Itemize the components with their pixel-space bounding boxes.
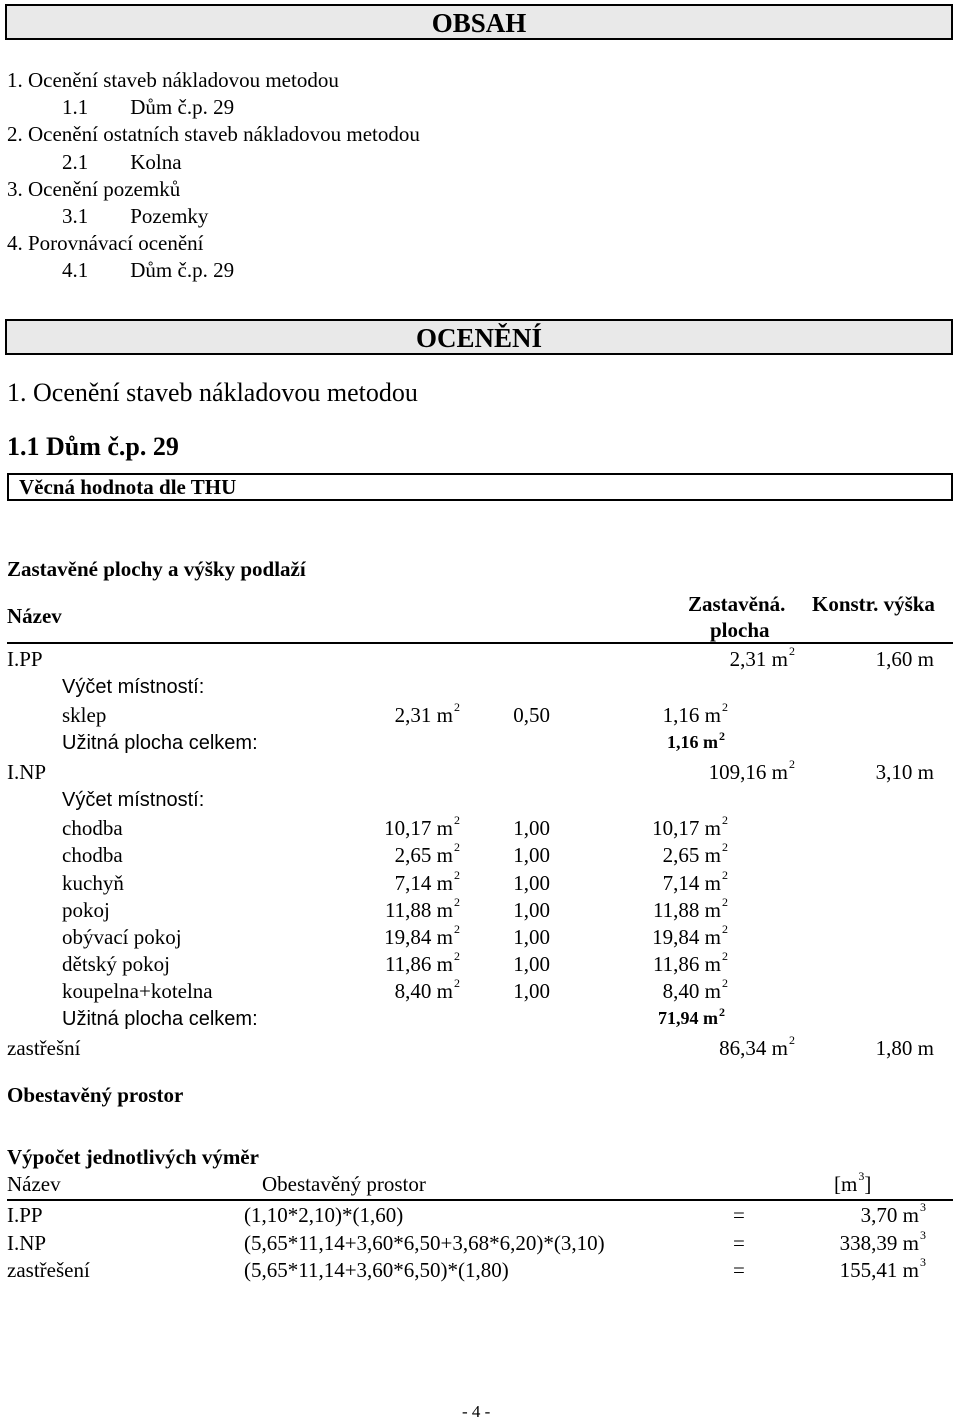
total-label: Užitná plocha celkem:	[62, 1007, 258, 1030]
vymera-value-value: 3,70 m	[860, 1203, 919, 1227]
room-result	[662, 976, 728, 1004]
room-result	[652, 949, 728, 977]
room-area-value: 2,31 m	[394, 703, 453, 728]
plochy-col-area-1: Zastavěná.	[688, 592, 786, 616]
room-result	[652, 813, 728, 841]
floor-area	[708, 756, 795, 785]
room-area	[394, 976, 460, 1004]
floor-area-value: 2,31 m	[729, 647, 788, 671]
toc-item: 1.1 Dům č.p. 29	[62, 95, 235, 120]
room-result-value: 19,84 m	[652, 925, 721, 949]
room-coef: 1,00	[513, 816, 550, 841]
room-result-value: 10,17 m	[652, 816, 721, 841]
vymera-formula: (5,65*11,14+3,60*6,50+3,68*6,20)*(3,10)	[244, 1230, 605, 1255]
room-result-exp: 2	[722, 949, 728, 964]
room-area-value: 11,88 m	[384, 897, 453, 922]
room-result	[662, 700, 728, 728]
room-coef: 1,00	[513, 979, 550, 1004]
page-number: - 4 -	[462, 1402, 491, 1421]
vymery-col-unit-end: ]	[864, 1172, 872, 1196]
toc-item: 4. Porovnávací ocenění	[7, 231, 204, 256]
vymera-eq: =	[733, 1230, 745, 1255]
vymera-value	[839, 1227, 926, 1256]
room-area-value: 2,65 m	[394, 843, 453, 868]
room-area	[394, 840, 460, 868]
vymera-eq: =	[733, 1203, 745, 1227]
plochy-col-height: Konstr. výška	[812, 592, 935, 616]
floor-area-exp: 2	[789, 756, 795, 771]
room-area-value: 7,14 m	[394, 870, 453, 895]
vecna-hodnota-label: Věcná hodnota dle THU	[19, 475, 237, 499]
vymera-value	[860, 1200, 926, 1228]
vymera-value-value: 338,39 m	[839, 1230, 919, 1255]
room-name: chodba	[62, 816, 123, 841]
room-name: sklep	[62, 703, 107, 728]
vymera-name: I.NP	[7, 1230, 47, 1255]
room-result-exp: 2	[722, 700, 728, 715]
room-name: pokoj	[62, 897, 110, 922]
room-result-value: 1,16 m	[662, 703, 721, 728]
floor-name: I.NP	[7, 759, 47, 784]
room-area-exp: 2	[454, 949, 460, 964]
vymera-value-exp: 3	[920, 1255, 926, 1269]
vymery-col-name: Název	[7, 1172, 61, 1196]
toc-item: 2.1 Kolna	[62, 149, 182, 174]
roof-area-value: 86,34 m	[719, 1035, 788, 1060]
room-coef: 1,00	[513, 843, 550, 868]
total-value	[667, 728, 725, 753]
room-result	[662, 840, 728, 868]
room-area-value: 10,17 m	[384, 816, 453, 841]
toc-item: 3. Ocenění pozemků	[7, 176, 181, 201]
total-value-value: 1,16 m	[667, 731, 718, 752]
oceneni-banner	[5, 319, 953, 355]
room-result-value: 11,86 m	[652, 952, 721, 977]
plochy-col-name: Název	[7, 604, 62, 628]
vymera-value-exp: 3	[920, 1227, 926, 1242]
roof-name: zastřešní	[7, 1035, 81, 1060]
room-area	[384, 922, 460, 950]
total-value-exp: 2	[719, 728, 725, 743]
room-area-exp: 2	[454, 976, 460, 991]
floor-area	[729, 644, 795, 672]
obestaveny-title: Obestavěný prostor	[7, 1083, 184, 1107]
vymera-eq: =	[733, 1258, 745, 1282]
room-area-value: 19,84 m	[384, 925, 453, 949]
vymera-formula: (5,65*11,14+3,60*6,50)*(1,80)	[244, 1258, 509, 1282]
room-name: kuchyň	[62, 870, 124, 895]
room-area-value: 8,40 m	[394, 979, 453, 1004]
room-result	[652, 894, 728, 923]
plochy-header-rule	[7, 642, 953, 644]
room-result-exp: 2	[722, 976, 728, 991]
room-area-exp: 2	[454, 813, 460, 828]
room-area-value: 11,86 m	[384, 952, 453, 977]
obsah-banner	[5, 4, 953, 40]
toc-item: 1. Ocenění staveb nákladovou metodou	[7, 68, 339, 92]
roof-area	[719, 1032, 795, 1061]
total-label: Užitná plocha celkem:	[62, 731, 258, 754]
plochy-col-area-2: plocha	[710, 618, 770, 642]
room-coef: 0,50	[513, 703, 550, 728]
room-result-exp: 2	[722, 813, 728, 828]
room-area-exp: 2	[454, 894, 460, 909]
roof-height: 1,80 m	[875, 1035, 934, 1060]
heading-2: 1.1 Dům č.p. 29	[7, 432, 179, 461]
vymera-value	[839, 1255, 926, 1283]
vymery-col-formula: Obestavěný prostor	[262, 1172, 426, 1196]
oceneni-title: OCENĚNÍ	[415, 323, 543, 353]
floor-area-value: 109,16 m	[708, 759, 788, 784]
vymery-col-unit	[834, 1169, 872, 1197]
total-value	[658, 1004, 725, 1029]
floor-name: I.PP	[7, 647, 43, 671]
vymera-name: I.PP	[7, 1203, 43, 1227]
vymery-col-unit-exp: 3	[858, 1169, 865, 1183]
vymery-title: Výpočet jednotlivých výměr	[7, 1145, 259, 1169]
rooms-label: Výčet místností:	[62, 676, 205, 699]
obsah-title: OBSAH	[431, 8, 527, 38]
room-area	[394, 867, 460, 896]
room-area-exp: 2	[454, 867, 460, 882]
room-result-value: 2,65 m	[662, 843, 721, 868]
room-coef: 1,00	[513, 952, 550, 977]
toc-item: 3.1 Pozemky	[62, 204, 209, 228]
room-name: dětský pokoj	[62, 952, 170, 977]
room-result-value: 8,40 m	[662, 979, 721, 1004]
room-result-value: 7,14 m	[662, 870, 721, 895]
room-area-exp: 2	[454, 700, 460, 715]
room-name: obývací pokoj	[62, 925, 182, 949]
total-value-exp: 2	[719, 1004, 725, 1019]
room-result-exp: 2	[722, 894, 728, 909]
room-result-exp: 2	[722, 922, 728, 936]
room-coef: 1,00	[513, 925, 550, 949]
vymera-value-exp: 3	[920, 1200, 926, 1214]
rooms-label: Výčet místností:	[62, 789, 205, 811]
room-coef: 1,00	[513, 897, 550, 922]
vymera-value-value: 155,41 m	[839, 1258, 919, 1282]
room-result	[652, 922, 728, 950]
vymera-formula: (1,10*2,10)*(1,60)	[244, 1203, 404, 1227]
vymery-col-unit-base: [m	[834, 1172, 858, 1196]
room-result-value: 11,88 m	[652, 897, 721, 922]
room-area	[384, 894, 460, 923]
room-area-exp: 2	[454, 922, 460, 936]
room-result-exp: 2	[722, 840, 728, 855]
room-name: koupelna+kotelna	[62, 979, 213, 1004]
heading-1: 1. Ocenění staveb nákladovou metodou	[7, 378, 418, 407]
room-area	[384, 813, 460, 841]
room-coef: 1,00	[513, 870, 550, 895]
floor-height: 3,10 m	[875, 759, 934, 784]
plochy-section-title: Zastavěné plochy a výšky podlaží	[7, 557, 306, 581]
vymery-header-rule	[7, 1199, 953, 1201]
vecna-hodnota-box	[7, 473, 953, 501]
room-area-exp: 2	[454, 840, 460, 855]
total-value-value: 71,94 m	[658, 1007, 718, 1028]
room-area	[394, 700, 460, 728]
roof-area-exp: 2	[789, 1032, 795, 1047]
vymera-name: zastřešení	[7, 1258, 90, 1282]
floor-height: 1,60 m	[875, 647, 934, 671]
room-name: chodba	[62, 843, 123, 868]
room-result	[662, 867, 728, 896]
room-result-exp: 2	[722, 867, 728, 882]
toc-item: 2. Ocenění ostatních staveb nákladovou metodou	[7, 122, 420, 147]
toc-item: 4.1 Dům č.p. 29	[62, 258, 235, 283]
floor-area-exp: 2	[789, 644, 795, 658]
room-area	[384, 949, 460, 977]
